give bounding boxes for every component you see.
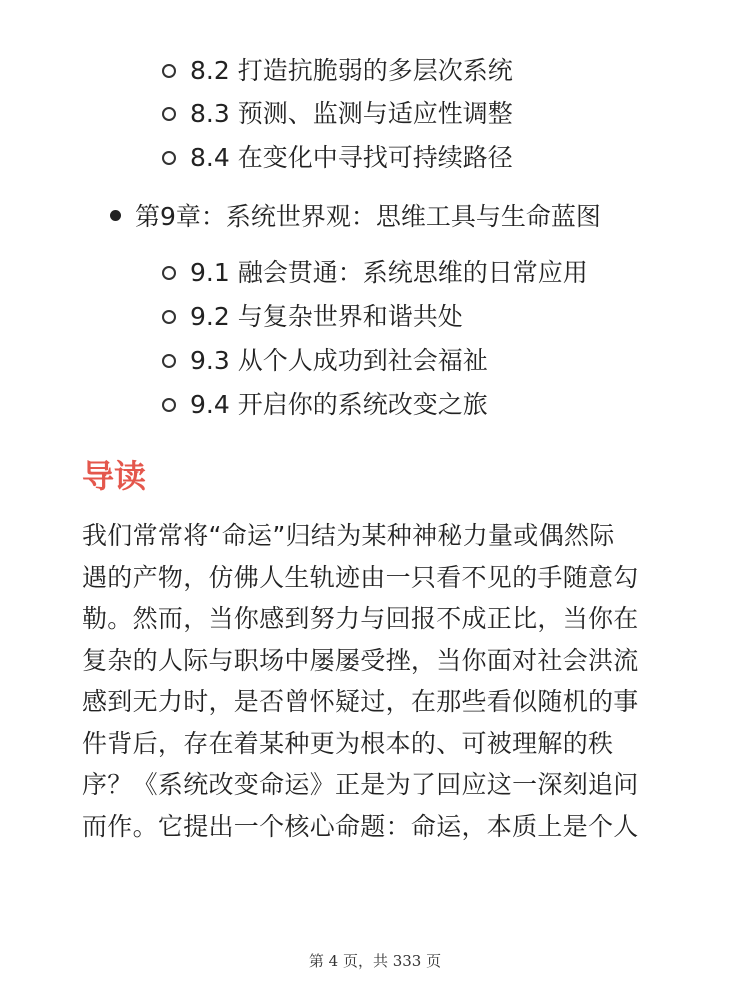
toc-chapter-9[interactable] <box>110 193 601 237</box>
circle-bullet-icon <box>162 151 176 165</box>
circle-bullet-icon <box>162 266 176 280</box>
paragraph-line: 勒。然而，当你感到努力与回报不成正比，当你在 <box>82 604 639 633</box>
paragraph-line: 感到无力时，是否曾怀疑过，在那些看似随机的事 <box>82 687 639 716</box>
toc-item-label: 8.2 打造抗脆弱的多层次系统 <box>190 56 513 85</box>
toc-item-label: 9.4 开启你的系统改变之旅 <box>190 390 488 419</box>
toc-item-8-3[interactable] <box>162 92 513 136</box>
toc-item-9-3[interactable] <box>162 339 488 383</box>
toc-item-label: 9.2 与复杂世界和谐共处 <box>190 302 463 331</box>
toc-chapter-label: 第9章：系统世界观：思维工具与生命蓝图 <box>135 202 601 231</box>
toc-item-9-2[interactable] <box>162 295 463 339</box>
circle-bullet-icon <box>162 64 176 78</box>
toc-item-label: 8.3 预测、监测与适应性调整 <box>190 99 513 128</box>
intro-paragraph <box>82 515 672 847</box>
toc-item-label: 8.4 在变化中寻找可持续路径 <box>190 143 513 172</box>
toc-item-label: 9.1 融会贯通：系统思维的日常应用 <box>190 258 588 287</box>
disc-bullet-icon <box>110 210 121 221</box>
toc-item-9-4[interactable] <box>162 383 488 427</box>
toc-item-9-1[interactable] <box>162 251 588 295</box>
circle-bullet-icon <box>162 310 176 324</box>
toc-item-8-2[interactable] <box>162 49 513 93</box>
paragraph-line: 而作。它提出一个核心命题：命运，本质上是个人 <box>82 811 639 841</box>
page-number-footer: 第 4 页，共 333 页 <box>308 952 442 970</box>
paragraph-line: 复杂的人际与职场中屡屡受挫，当你面对社会洪流 <box>82 645 639 675</box>
toc-item-8-4[interactable] <box>162 136 513 180</box>
paragraph-line: 我们常常将“命运”归结为某种神秘力量或偶然际 <box>82 521 615 550</box>
circle-bullet-icon <box>162 107 176 121</box>
circle-bullet-icon <box>162 354 176 368</box>
section-heading-intro: 导读 <box>82 457 147 495</box>
paragraph-line: 件背后，存在着某种更为根本的、可被理解的秩 <box>82 728 614 758</box>
toc-item-label: 9.3 从个人成功到社会福祉 <box>190 346 488 375</box>
paragraph-line: 遇的产物，仿佛人生轨迹由一只看不见的手随意勾 <box>82 562 639 592</box>
circle-bullet-icon <box>162 398 176 412</box>
paragraph-line: 序？《系统改变命运》正是为了回应这一深刻追问 <box>82 770 639 799</box>
